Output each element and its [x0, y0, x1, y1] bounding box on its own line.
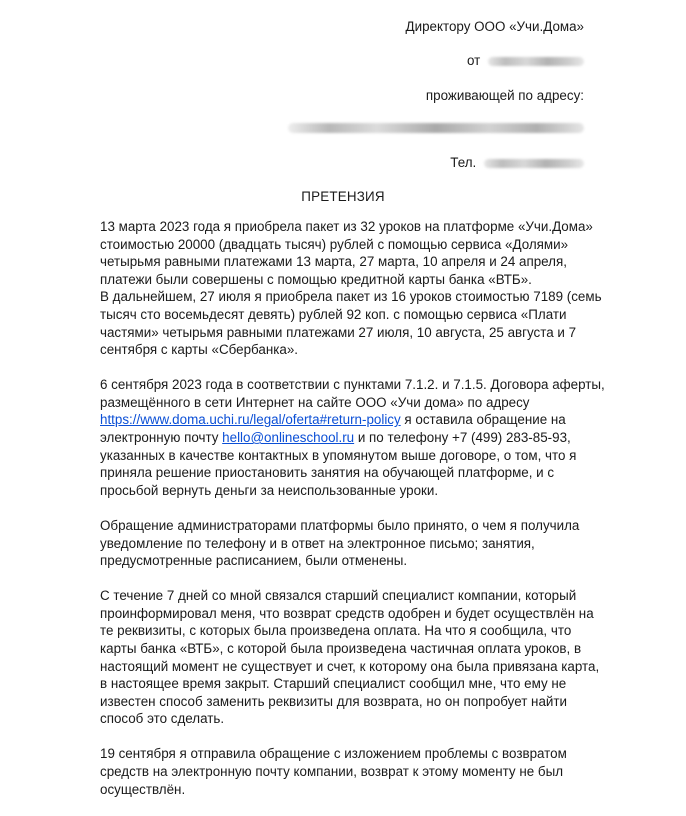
text-line: настоящий момент не существует и счет, к которому она была привязана карта, [100, 658, 600, 674]
text-line: 19 сентября я отправила обращение с изложением проблемы с возвратом [100, 746, 567, 762]
paragraph-purchase [100, 218, 602, 359]
addressee-line: Директору ООО «Учи.Дома» [405, 19, 584, 34]
paragraph-specialist [100, 587, 600, 728]
text-line: просьбой вернуть деньги за неиспользованные уроки. [100, 482, 439, 498]
text-line: те реквизиты, с которых была произведена оплата. На что я сообщила, что [100, 623, 572, 639]
paragraph-followup [100, 745, 578, 798]
from-label: от [466, 53, 481, 68]
redacted-phone [484, 159, 584, 168]
text-line: предусмотренные расписанием, были отменены. [100, 553, 408, 569]
text-line: уведомление по телефону и в ответ на электронное письмо; занятия, [100, 535, 535, 551]
email-link[interactable]: hello@onlineschool.ru [222, 430, 355, 446]
text-line: 6 сентября 2023 года в соответствии с пунктами 7.1.2. и 7.1.5. Договора аферты, [100, 377, 605, 393]
text-line: С течение 7 дней со мной связался старший специалист компании, который [100, 588, 577, 604]
residence-label: проживающей по адресу: [425, 88, 584, 103]
phone-label: Тел. [450, 155, 477, 170]
redacted-address [288, 123, 584, 133]
text-line: известен способ заменить реквизиты для возврата, но он попробует найти [100, 693, 567, 709]
text-line: карты банка «ВТБ», с которой была произведена частичная оплата уроков, в [100, 640, 582, 656]
text-line: способ это сделать. [100, 711, 225, 727]
text-line: сентября с карты «Сбербанка». [100, 342, 299, 358]
text-line: платежи были совершены с помощью кредитной карты банка «ВТБ». [100, 271, 532, 287]
text-line: В дальнейшем, 27 июля я приобрела пакет из 16 уроков стоимостью 7189 (семь [100, 289, 602, 305]
oferta-link[interactable]: https://www.doma.uchi.ru/legal/oferta#return-policy [100, 412, 401, 428]
text-line: в настоящее время закрыт. Старший специалист сообщил мне, что ему не [100, 676, 567, 692]
text-line: размещённого в сети Интернет на сайте ООО «Учи дома» по адресу [100, 394, 530, 410]
text-line: проинформировал меня, что возврат средств одобрен и будет осуществлён на [100, 605, 594, 621]
paragraph-request [100, 376, 605, 499]
from-line [467, 52, 584, 70]
document-body [100, 218, 605, 816]
document-title: ПРЕТЕНЗИЯ [301, 189, 385, 204]
text-line: частями» четырьмя равными платежами 27 июля, 10 августа, 25 августа и 7 [100, 324, 577, 340]
text-line: тысяч сто восемьдесят девять) рублей 92 коп. с помощью сервиса «Плати [100, 306, 567, 322]
text-fragment: электронную почту [100, 430, 223, 446]
text-line: средств на электронную почту компании, возврат к этому моменту не был [100, 764, 564, 780]
text-line: стоимостью 20000 (двадцать тысяч) рублей с помощью сервиса «Долями» [100, 236, 569, 252]
text-line: указанных в качестве контактных в упомянутом выше договоре, о том, что я [100, 447, 577, 463]
phone-line [450, 154, 584, 172]
text-fragment: и по телефону +7 (499) 283-85-93, [354, 430, 571, 446]
text-fragment: я оставила обращение на [400, 412, 566, 428]
redacted-name [488, 57, 584, 66]
text-line: Обращение администраторами платформы было принято, о чем я получила [100, 517, 580, 533]
text-line [100, 411, 578, 429]
text-line [100, 429, 578, 447]
text-line: 13 марта 2023 года я приобрела пакет из 32 уроков на платформе «Учи.Дома» [100, 219, 593, 234]
text-line: осуществлён. [100, 781, 186, 797]
text-line: четырьмя равными платежами 13 марта, 27 марта, 10 апреля и 24 апреля, [100, 254, 567, 270]
text-line: приняла решение приостановить занятия на обучающей платформе, и с [100, 465, 555, 481]
paragraph-accepted [100, 517, 578, 570]
